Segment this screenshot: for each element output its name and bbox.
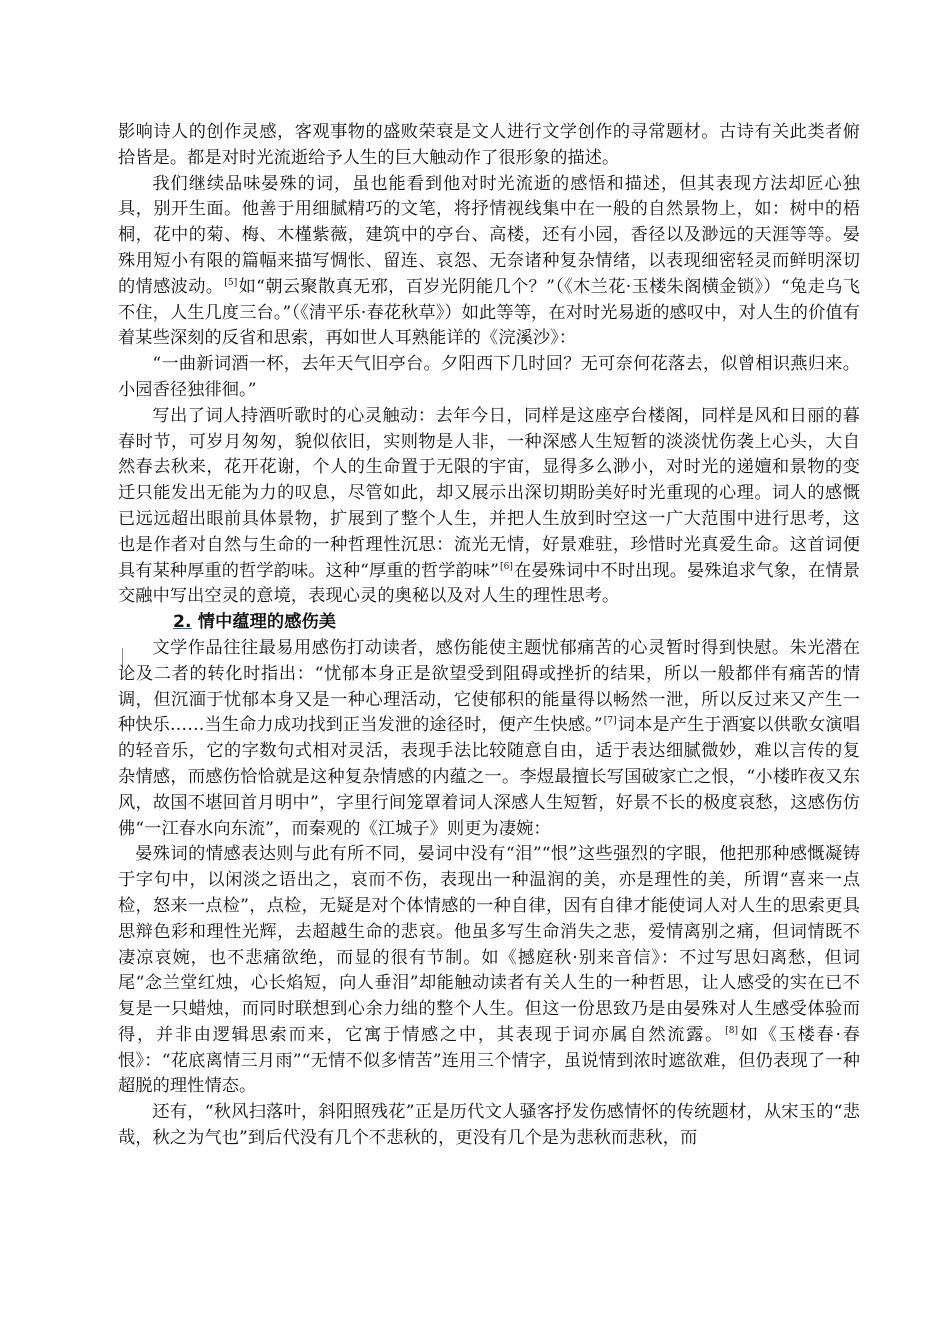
paragraph-2-text-b: 如“朝云聚散真无邪，百岁光阴能几个？”（《木兰花·玉楼朱阁横金锁》）“兔走乌飞不住，人生几度三台。”（《清平乐·春花秋草》）如此等等，在对时光易逝的感叹中，对人生的价值有着某些深刻的反省和思索，再如世人耳熟能详的《浣溪沙》： (118, 276, 860, 349)
document-body (118, 120, 860, 1152)
paragraph-5 (118, 636, 860, 842)
paragraph-7-text: 还有，“秋风扫落叶，斜阳照残花”正是历代文人骚客抒发伤感情怀的传统题材，从宋玉的“悲哉，秋之为气也”到后代没有几个不悲秋的，更没有几个是为悲秋而悲秋，而 (118, 1102, 860, 1149)
paragraph-1-text: 影响诗人的创作灵感，客观事物的盛败荣衰是文人进行文学创作的寻常题材。古诗有关此类者俯拾皆是。都是对时光流逝给予人生的巨大触动作了很形象的描述。 (118, 122, 860, 168)
citation-6: [6] (500, 561, 514, 572)
paragraph-1 (118, 120, 860, 172)
citation-5: [5] (224, 277, 238, 288)
section-heading-text: 情中蕴理的感伤美 (191, 612, 337, 633)
paragraph-4-text-b: 在晏殊词中不时出现。晏殊追求气象，在情景交融中写出空灵的意境，表现心灵的奥秘以及对人生的理性思考。 (118, 560, 860, 607)
paragraph-7 (118, 1100, 860, 1152)
paragraph-2 (118, 172, 860, 353)
paragraph-5-text-b: 词本是产生于酒宴以供歌女演唱的轻音乐，它的字数句式相对灵活，表现手法比较随意自由，适于表达细腻微妙，难以言传的复杂情感，而感伤恰恰就是这种复杂情感的内蕴之一。李煜最擅长写国破家亡之恨，“小楼昨夜又东风，故国不堪回首月明中”，字里行间笼罩着词人深感人生短暂，好景不长的极度哀愁，这感伤仿佛“一江春水向东流”，而秦观的《江城子》则更为凄婉： (118, 715, 860, 839)
paragraph-2-text-a: 我们继续品味晏殊的词，虽也能看到他对时光流逝的感悟和描述，但其表现方法却匠心独具，别开生面。他善于用细腻精巧的文笔，将抒情视线集中在一般的自然景物上，如：树中的梧桐，花中的菊、梅、木槿紫薇，建筑中的亭台、高楼，还有小园，香径以及渺远的天涯等等。晏殊用短小有限的篇幅来描写惆怅、留连、哀怨、无奈诸种复杂情绪，以表现细密轻灵而鲜明深切的情感波动。 (118, 173, 860, 297)
section-heading (118, 610, 860, 636)
paragraph-6 (118, 842, 860, 1100)
poem-quote-paragraph (118, 352, 860, 404)
citation-7: [7] (603, 716, 617, 727)
paragraph-6-text-b: 如《玉楼春·春恨》：“花底离情三月雨”“无情不似多情苦”连用三个情字，虽说情到浓时遮欲难，但仍表现了一种超脱的理性情态。 (118, 1024, 860, 1097)
poem-quote-text: “一曲新词酒一杯，去年天气旧亭台。夕阳西下几时回？无可奈何花落去，似曾相识燕归来。小园香径独徘徊。” (118, 354, 860, 400)
section-heading-number: 2. (173, 612, 192, 633)
paragraph-4-text-a: 写出了词人持酒听歌时的心灵触动：去年今日，同样是这座亭台楼阁，同样是风和日丽的暮春时节，可岁月匆匆，貌似依旧，实则物是人非，一种深感人生短暂的淡淡忧伤袭上心头，大自然春去秋来，花开花谢，个人的生命置于无限的宇宙，显得多么渺小，对时光的递嬗和景物的变迁只能发出无能为力的叹息，尽管如此，却又展示出深切期盼美好时光重现的心理。词人的感慨已远远超出眼前具体景物，扩展到了整个人生，并把人生放到时空这一广大范围中进行思考，这也是作者对自然与生命的一种哲理性沉思：流光无情，好景难驻，珍惜时光真爱生命。这首词便具有某种厚重的哲学韵味。这种“厚重的哲学韵味” (118, 405, 860, 581)
paragraph-5-text-a: 文学作品往往最易用感伤打动读者，感伤能使主题忧郁痛苦的心灵暂时得到快慰。朱光潜在论及二者的转化时指出：“忧郁本身正是欲望受到阻碍或挫折的结果，所以一般都伴有痛苦的情调，但沉湎于忧郁本身又是一种心理活动，它使郁积的能量得以畅然一泄，所以反过来又产生一种快乐……当生命力成功找到正当发泄的途径时，便产生快感。” (118, 637, 860, 736)
paragraph-4 (118, 404, 860, 610)
citation-8: [8] (725, 1025, 739, 1036)
paragraph-6-text-a: 晏殊词的情感表达则与此有所不同，晏词中没有“泪”“恨”这些强烈的字眼，他把那种感慨凝铸于字句中，以闲淡之语出之，哀而不伤，表现出一种温润的美，亦是理性的美，所谓“喜来一点检，怒来一点检”，点检，无疑是对个体情感的一种自律，因有自律才能使词人对人生的思索更具思辩色彩和理性光辉，去超越生命的悲哀。他虽多写生命消失之悲，爱情离别之痛，但词情既不凄凉哀婉，也不悲痛欲绝，而显的很有节制。如《撼庭秋·别来音信》：不过写思妇离愁，但词尾“念兰堂红烛，心长焰短，向人垂泪”却能触动读者有关人生的一种哲思，让人感受的实在已不复是一只蜡烛，而同时联想到心余力绌的整个人生。但这一份思致乃是由晏殊对人生感受体验而得，并非由逻辑思索而来，它寓于情感之中，其表现于词亦属自然流露。 (118, 844, 860, 1045)
